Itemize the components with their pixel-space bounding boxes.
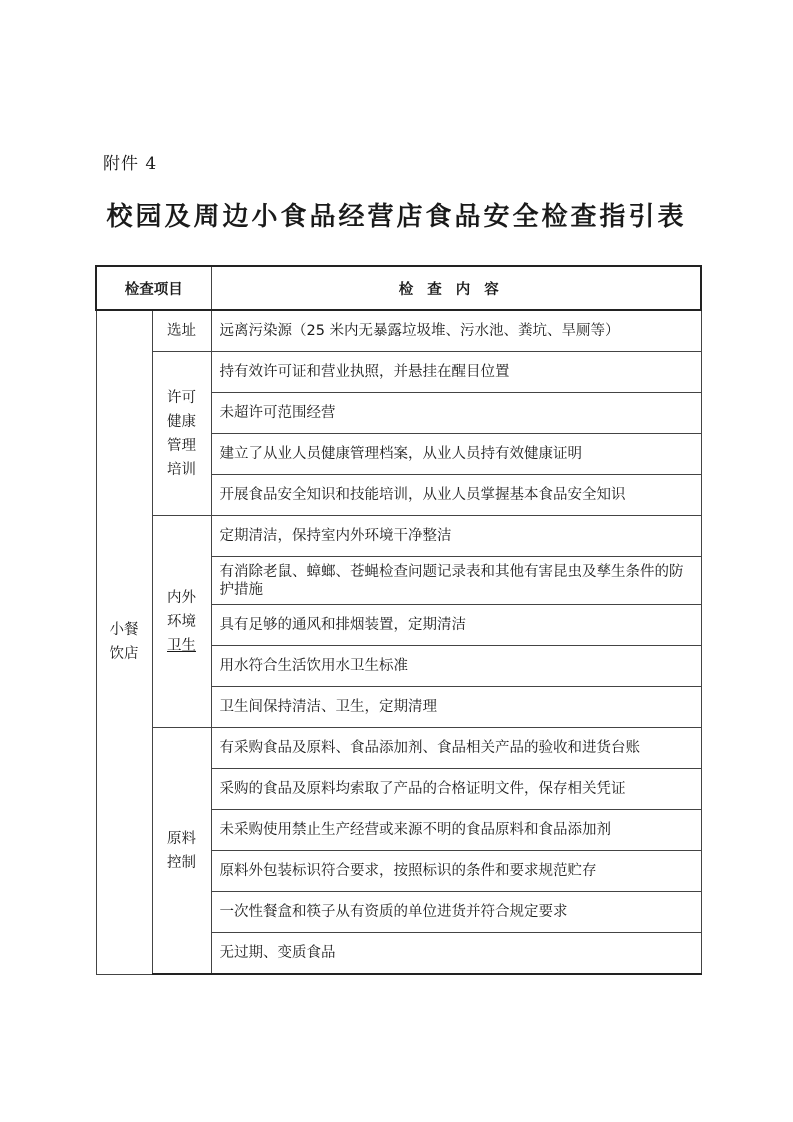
check-item: 持有效许可证和营业执照，并悬挂在醒目位置 [211,352,701,393]
group-label-line: 管理 [167,437,196,454]
group-label-line: 卫生 [167,637,196,654]
inspection-table [95,265,702,975]
check-item: 有消除老鼠、蟑螂、苍蝇检查问题记录表和其他有害昆虫及孳生条件的防护措施 [211,557,701,605]
check-item: 一次性餐盒和筷子从有资质的单位进货并符合规定要求 [211,892,701,933]
table-row [96,310,701,352]
check-item: 建立了从业人员健康管理档案，从业人员持有效健康证明 [211,434,701,475]
check-item: 未采购使用禁止生产经营或来源不明的食品原料和食品添加剂 [211,810,701,851]
group-label-line: 许可 [167,389,196,406]
table-row [96,352,701,393]
check-item: 远离污染源（25 米内无暴露垃圾堆、污水池、粪坑、旱厕等） [211,310,701,352]
table-row [96,516,701,557]
check-item: 定期清洁，保持室内外环境干净整洁 [211,516,701,557]
group-label-cell [152,728,211,975]
check-item: 无过期、变质食品 [211,933,701,975]
group-label-line: 健康 [167,413,196,430]
group-label-line: 选址 [167,323,196,339]
group-label-line: 培训 [167,461,196,478]
group-label-cell [152,516,211,728]
check-item: 开展食品安全知识和技能培训，从业人员掌握基本食品安全知识 [211,475,701,516]
check-item: 采购的食品及原料均索取了产品的合格证明文件，保存相关凭证 [211,769,701,810]
attachment-label: 附件 4 [103,154,158,174]
header-content: 检查内容 [211,266,701,310]
check-item: 用水符合生活饮用水卫生标准 [211,646,701,687]
document-title: 校园及周边小食品经营店食品安全检查指引表 [106,202,687,232]
group-label-cell [152,310,211,352]
category-line: 饮店 [109,646,139,663]
check-item: 具有足够的通风和排烟装置，定期清洁 [211,605,701,646]
category-cell [96,310,152,974]
category-line: 小餐 [109,622,139,639]
group-label-line: 原料 [167,830,196,847]
check-item: 未超许可范围经营 [211,393,701,434]
check-item: 卫生间保持清洁、卫生，定期清理 [211,687,701,728]
check-item: 原料外包装标识符合要求，按照标识的条件和要求规范贮存 [211,851,701,892]
group-label-line: 环境 [167,613,196,630]
group-label-cell [152,352,211,516]
header-item: 检查项目 [96,266,211,310]
group-label-line: 控制 [167,854,196,871]
group-label-line: 内外 [167,589,196,606]
table-row [96,728,701,769]
table-header-row [96,266,701,310]
check-item: 有采购食品及原料、食品添加剂、食品相关产品的验收和进货台账 [211,728,701,769]
